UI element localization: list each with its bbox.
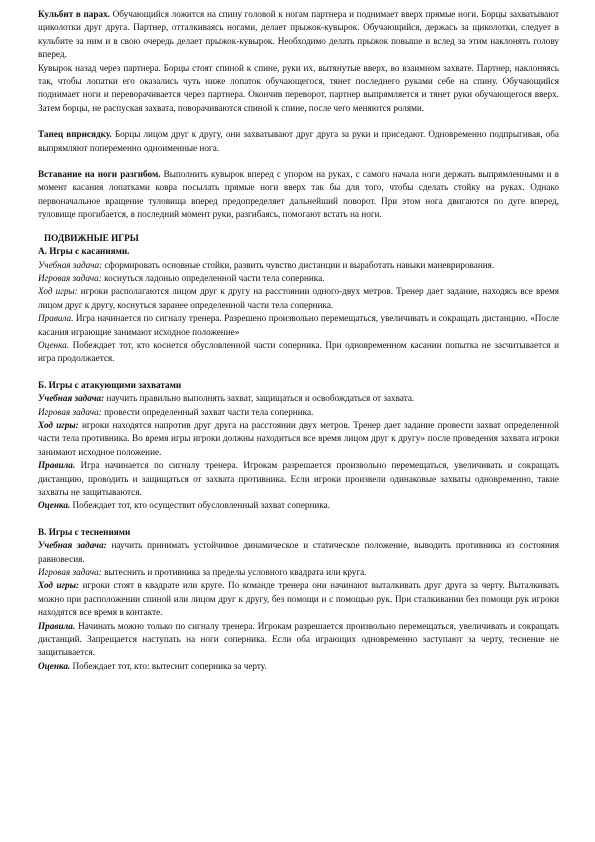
text: Побеждает тот, кто коснется обусловленной части соперника. При одновременном касании попытка не засчитывается и игра продолжается. — [38, 339, 559, 364]
subsection-title-a: А. Игры с касаниями. — [38, 246, 130, 257]
label: Ход игры: — [38, 580, 80, 591]
label: Оценка. — [38, 660, 71, 671]
label: Игровая задача: — [38, 406, 102, 417]
exercise-text: Кувырок назад через партнера. Борцы стоят спиной к спине, руки их, вытянутые вверх, во взаимном захвате. Партнер, наклоняясь так, чтобы лопатки его оказались чуть ниже лопаток обучающегося, тянет последнего руками себе на спину. Обучающийся поднимает ноги и переворачивается через партнера. Окончив переворот, партнер выпрямляется и тянет руки обучающегося вверх. Затем борцы, не распуская захвата, поворачиваются спиной к спине, после чего меняются ролями. — [38, 62, 559, 113]
exercise-text: Борцы лицом друг к другу, они захватывают друг друга за руки и приседают. Одновременно подпрыгивая, оба выпрямляют попеременно одноименные нога. — [38, 129, 559, 153]
text: игроки располагаются лицом друг к другу на расстоянии одного-двух метров. Тренер дает задание, находясь все время лицом друг к другу, коснуться заранее определенной части тела соперника. — [38, 286, 559, 310]
label: Игровая задача: — [38, 272, 102, 283]
paragraph-kip-up — [38, 168, 559, 222]
goal-a — [38, 259, 559, 272]
text: Начинать можно только по сигналу тренера. Игрокам разрешается произвольно перемещаться, увеличивать и сокращать дистанций. Запрещается наступать на ноги соперника. Если оба играющих одновременно заступают за черту, теснение не защитывается. — [38, 620, 559, 658]
label: Ход игры: — [38, 419, 79, 430]
score-b — [38, 499, 559, 512]
game-course-a — [38, 285, 559, 312]
text: научить принимать устойчивое динамическое и статическое положение, выводить противника из состояния равновесия. — [38, 540, 559, 564]
paragraph-squat-dance — [38, 128, 559, 155]
paragraph-kulbit — [38, 8, 559, 62]
text: игроки находятся напротив друг друга на расстоянии двух метров. Тренер дает задание провести захват определенной части тела противника. Во время игры игроки должны находиться все время лицом друг к другу» после проведения захвата игроки занимают исходное положение. — [38, 419, 559, 457]
text: вытеснить и противника за пределы условного квадрата или круга. — [101, 567, 367, 578]
text: Игра начинается по сигналу тренера. Игрокам разрешается произвольно перемещаться, увеличивать и сокращать дистанцию, проводить и защищаться от захвата противника. Если игроки произвели одинаковые захваты одновременно, такие захваты не защитываются. — [38, 460, 559, 497]
paragraph-backward-roll — [38, 62, 559, 116]
text: коснуться ладонью определенной части тела соперника. — [101, 272, 325, 283]
game-course-b — [38, 419, 559, 459]
label: Правила. — [38, 620, 76, 631]
label: Учебная задача: — [38, 393, 105, 404]
game-task-a — [38, 272, 559, 285]
exercise-text: Выполнить кувырок вперед с упором на руках, с самого начала ноги держать выпрямленными и в момент касания лопатками ковра посылать прямые ноги вверх так бы для того, чтобы сделать стойку на руках. Однако первоначальное вращение туловища вперед предопределяет дальнейший поворот. При этом нога двигаются по дуге вперед, туловище прогибается, в последний момент руки, разгибаясь, помогают встать на ноги. — [38, 169, 559, 220]
game-course-c — [38, 579, 559, 619]
exercise-text: Обучающийся ложится на спину головой к ногам партнера и поднимает вверх прямые ноги. Борцы захватывают щиколотки друг друга. Партнер, отталкиваясь ногами, делает прыжок-кувырок. Обучающийся, держась за щиколотки, следует в кульбите за ним и в свою очередь делает прыжок-кувырок. Необходимо делать прыжок повыше и вслед за этим наклонять голову вперед. — [38, 9, 559, 60]
label: Правила. — [38, 313, 74, 324]
game-task-c — [38, 566, 559, 579]
goal-c — [38, 539, 559, 566]
text: провести определенный захват части тела соперника. — [101, 406, 314, 417]
exercise-title: Танец вприсядку. — [38, 129, 112, 140]
score-c — [38, 660, 559, 673]
text: Побеждает тот, кто осуществит обусловленный захват соперника. — [70, 500, 331, 511]
text: игроки стоят в квадрате или круге. По команде тренера они начинают выталкивать друг друга за черту. Выталкивать можно при расположении спиной или лицом друг к другу, без помощи и с помощью рук. При сталкивании без помощи рук игроки находятся все время в контакте. — [38, 580, 559, 618]
exercise-title: Кульбит в парах. — [38, 9, 110, 19]
game-task-b — [38, 406, 559, 419]
goal-b — [38, 392, 559, 405]
label: Учебная задача: — [38, 540, 107, 551]
subsection-title-b: Б. Игры с атакующими захватами — [38, 379, 182, 390]
label: Учебная задача: — [38, 259, 103, 270]
text: научить правильно выполнять захват, защищаться и освобождаться от захвата. — [104, 393, 415, 404]
label: Игровая задача: — [38, 567, 102, 578]
label: Ход игры: — [38, 286, 78, 297]
label: Оценка. — [38, 500, 71, 511]
section-heading: ПОДВИЖНЫЕ ИГРЫ — [44, 232, 139, 243]
rules-b — [38, 459, 559, 499]
subsection-title-c: В. Игры с теснениями — [38, 526, 131, 537]
exercise-title: Вставание на ноги разгибом. — [38, 169, 161, 180]
score-a — [38, 339, 559, 366]
text: Побеждает тот, кто: вытеснит соперника за черту. — [70, 660, 267, 671]
rules-c — [38, 620, 559, 660]
rules-a — [38, 312, 559, 339]
label: Правила. — [38, 460, 76, 471]
text: Игра начинается по сигналу тренера. Разрешено произвольно перемещаться, увеличивать и сокращать дистанцию. «После касания играющие занимают исходное положение» — [38, 313, 559, 337]
text: сформировать основные стойки, развить чувство дистанции и выработать навыки маневрирования. — [102, 259, 495, 270]
label: Оценка. — [38, 339, 70, 350]
